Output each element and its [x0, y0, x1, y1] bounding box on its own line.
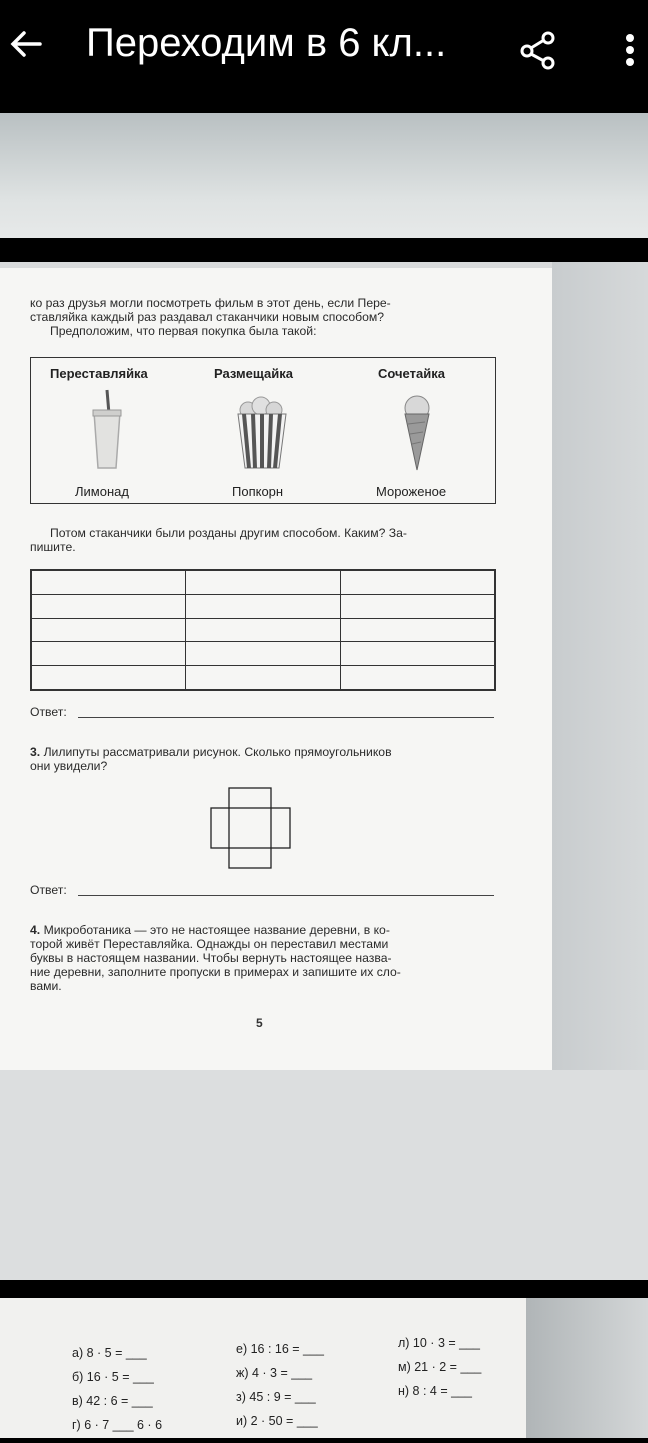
grid-cell[interactable] [340, 594, 494, 618]
exercise-l: л) 10 · 3 = ___ [398, 1336, 480, 1350]
exercise-a: а) 8 · 5 = ___ [72, 1346, 147, 1360]
app-bar [0, 0, 648, 113]
exercise-g: г) 6 · 7 ___ 6 · 6 [72, 1418, 163, 1432]
grid-cell[interactable] [32, 642, 186, 666]
lemonade-cup-icon [88, 388, 126, 472]
question-4-text: Микроботаника — это не настоящее название деревни, в ко- [43, 923, 390, 937]
more-vert-icon[interactable] [620, 30, 640, 70]
question-3-line-1 [30, 746, 494, 759]
grid-cell[interactable] [186, 666, 340, 690]
grid-cell[interactable] [340, 666, 494, 690]
grid-cell[interactable] [340, 571, 494, 595]
question-3-text: Лилипуты рассматривали рисунок. Сколько прямоугольников [43, 745, 392, 759]
exercise-i: и) 2 · 50 = ___ [236, 1414, 318, 1428]
item-ice-cream: Мороженое [376, 484, 447, 499]
item-popcorn: Попкорн [232, 484, 284, 499]
exercise-e: е) 16 : 16 = ___ [236, 1342, 324, 1356]
intro-line-1: ко раз друзья могли посмотреть фильм в этот день, если Пере- [30, 296, 391, 310]
intro-line-2: ставляйка каждый раз раздавал стаканчики новым способом? [30, 310, 385, 324]
grid-cell[interactable] [32, 666, 186, 690]
answer-line [78, 717, 494, 718]
grid-cell[interactable] [32, 594, 186, 618]
ice-cream-cone-icon [400, 392, 434, 472]
page-number: 5 [256, 1016, 263, 1030]
grid-cell[interactable] [186, 594, 340, 618]
header-razmeshchayka: Размещайка [214, 366, 293, 381]
page-title: Переходим в 6 кл... [86, 21, 447, 65]
share-icon[interactable] [519, 30, 557, 70]
question-3-line-2: они увидели? [30, 759, 108, 773]
answer-label-2: Ответ: [30, 883, 67, 897]
grid-cell[interactable] [32, 571, 186, 595]
then-line-2: пишите. [30, 540, 76, 554]
page-bottom-area [0, 1070, 648, 1280]
intro-line-3: Предположим, что первая покупка была такой: [50, 324, 317, 338]
exercise-zh: ж) 4 · 3 = ___ [236, 1366, 313, 1380]
question-4-line-1 [30, 924, 494, 937]
exercise-v: в) 42 : 6 = ___ [72, 1394, 153, 1408]
grid-cell[interactable] [186, 571, 340, 595]
grid-cell[interactable] [186, 618, 340, 642]
grid-cell[interactable] [186, 642, 340, 666]
question-4-line-4: ние деревни, заполните пропуски в примерах и запишите их сло- [30, 965, 401, 979]
question-4-line-5: вами. [30, 979, 62, 993]
popcorn-box-icon [234, 396, 290, 470]
exercise-b: б) 16 · 5 = ___ [72, 1370, 154, 1384]
then-line-1: Потом стаканчики были розданы другим способом. Каким? За- [50, 526, 407, 540]
next-page-edge [526, 1298, 648, 1438]
question-3-number: 3. [30, 745, 41, 759]
answer-line-2 [78, 895, 494, 896]
previous-page-strip [0, 113, 648, 238]
exercise-n: н) 8 : 4 = ___ [398, 1384, 472, 1398]
grid-cell[interactable] [340, 642, 494, 666]
exercise-z: з) 45 : 9 = ___ [236, 1390, 316, 1404]
question-4-line-2: торой живёт Переставляйка. Однажды он переставил местами [30, 937, 389, 951]
grid-cell[interactable] [340, 618, 494, 642]
header-sochetayka: Сочетайка [378, 366, 445, 381]
arrow-left-icon[interactable] [6, 24, 46, 64]
grid-cell[interactable] [32, 618, 186, 642]
question-4-line-3: буквы в настоящем названии. Чтобы вернуть настоящее назва- [30, 951, 392, 965]
header-perestavlyayka: Переставляйка [50, 366, 148, 381]
item-lemonade: Лимонад [75, 484, 129, 499]
rectangles-figure [208, 786, 294, 870]
question-4-number: 4. [30, 923, 41, 937]
exercise-m: м) 21 · 2 = ___ [398, 1360, 482, 1374]
answer-grid [30, 569, 496, 691]
answer-label: Ответ: [30, 705, 67, 719]
